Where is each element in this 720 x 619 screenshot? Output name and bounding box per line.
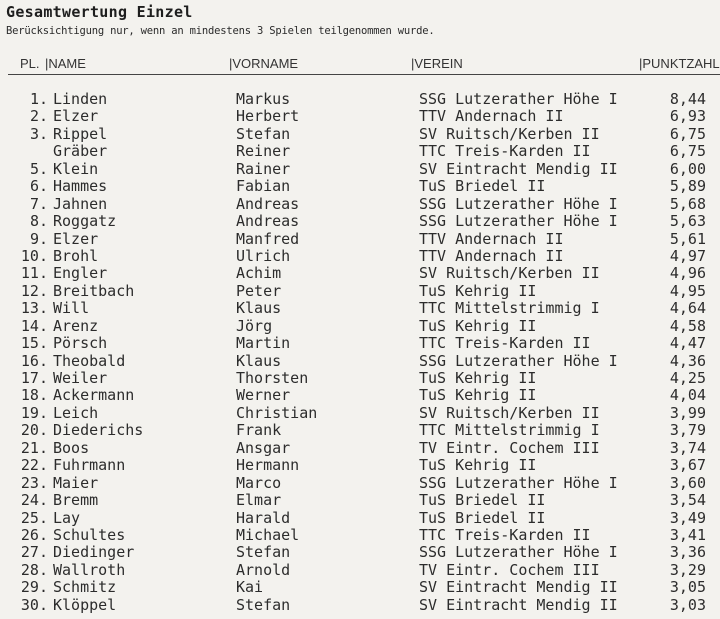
club-cell: SV Ruitsch/Kerben II	[419, 264, 600, 283]
club-cell: SSG Lutzerather Höhe I	[419, 543, 618, 562]
table-row	[0, 161, 720, 178]
table-row	[0, 91, 720, 108]
name-cell: Hammes	[53, 177, 108, 196]
table-row	[0, 527, 720, 544]
firstname-cell: Klaus	[236, 299, 282, 318]
rank-cell: 6.	[29, 177, 48, 196]
table-row	[0, 283, 720, 300]
name-cell: Elzer	[53, 107, 99, 126]
name-cell: Maier	[53, 473, 99, 492]
club-cell: TuS Kehrig II	[419, 386, 537, 405]
firstname-cell: Reiner	[236, 142, 291, 161]
firstname-cell: Arnold	[236, 560, 291, 579]
table-row	[0, 248, 720, 265]
header-underline	[8, 74, 720, 75]
name-cell: Arenz	[53, 316, 99, 335]
club-cell: SV Ruitsch/Kerben II	[419, 124, 600, 143]
name-cell: Wallroth	[53, 560, 126, 579]
firstname-cell: Fabian	[236, 177, 291, 196]
name-cell: Linden	[53, 90, 108, 108]
rank-cell: 8.	[29, 212, 48, 231]
points-cell: 3,36	[669, 543, 706, 562]
firstname-cell: Achim	[236, 264, 282, 283]
firstname-cell: Stefan	[236, 595, 291, 614]
points-cell: 6,75	[669, 124, 706, 143]
firstname-cell: Andreas	[236, 212, 300, 231]
club-cell: TTC Treis-Karden II	[419, 334, 591, 353]
rank-cell: 3.	[29, 124, 48, 143]
table-row	[0, 108, 720, 125]
points-cell: 3,54	[669, 491, 706, 510]
table-row	[0, 475, 720, 492]
name-cell: Fuhrmann	[53, 456, 126, 475]
firstname-cell: Stefan	[236, 543, 291, 562]
rank-cell: 15.	[20, 334, 48, 353]
column-header-rank: PL.	[20, 56, 40, 71]
firstname-cell: Stefan	[236, 124, 291, 143]
column-header-points: |PUNKTZAHL	[639, 56, 720, 71]
club-cell: TTC Mittelstrimmig I	[419, 299, 600, 318]
points-cell: 3,05	[669, 578, 706, 597]
rank-cell: 16.	[20, 351, 48, 370]
rank-cell: 1.	[29, 90, 48, 108]
name-cell: Bremm	[53, 491, 99, 510]
club-cell: TuS Kehrig II	[419, 369, 537, 387]
column-header-firstname: |VORNAME	[229, 56, 299, 71]
firstname-cell: Christian	[236, 403, 318, 422]
firstname-cell: Ansgar	[236, 438, 291, 457]
table-row	[0, 440, 720, 457]
page-subtitle: Berücksichtigung nur, wenn an mindestens 3 Spielen teilgenommen wurde.	[6, 25, 435, 37]
points-cell: 4,96	[669, 264, 706, 283]
points-cell: 3,74	[669, 438, 706, 457]
table-row	[0, 213, 720, 230]
club-cell: TuS Briedel II	[419, 491, 546, 510]
table-row	[0, 335, 720, 352]
firstname-cell: Werner	[236, 386, 291, 405]
table-row	[0, 178, 720, 195]
table-row	[0, 492, 720, 509]
firstname-cell: Martin	[236, 334, 291, 353]
rank-cell: 19.	[20, 403, 48, 422]
name-cell: Lay	[53, 508, 81, 527]
club-cell: SSG Lutzerather Höhe I	[419, 90, 618, 108]
firstname-cell: Jörg	[236, 316, 273, 335]
club-cell: SV Eintracht Mendig II	[419, 578, 618, 597]
firstname-cell: Rainer	[236, 159, 291, 178]
club-cell: SV Ruitsch/Kerben II	[419, 403, 600, 422]
points-cell: 3,60	[669, 473, 706, 492]
name-cell: Klöppel	[53, 595, 117, 614]
points-cell: 4,25	[669, 369, 706, 387]
name-cell: Theobald	[53, 351, 126, 370]
firstname-cell: Michael	[236, 525, 300, 544]
name-cell: Roggatz	[53, 212, 117, 231]
name-cell: Pörsch	[53, 334, 108, 353]
points-cell: 4,64	[669, 299, 706, 318]
firstname-cell: Elmar	[236, 491, 282, 510]
rank-cell: 23.	[20, 473, 48, 492]
firstname-cell: Manfred	[236, 229, 300, 248]
name-cell: Rippel	[53, 124, 108, 143]
table-row	[0, 231, 720, 248]
table-row	[0, 510, 720, 527]
points-cell: 3,79	[669, 421, 706, 440]
rank-cell: 20.	[20, 421, 48, 440]
table-row	[0, 143, 720, 160]
rank-cell: 18.	[20, 386, 48, 405]
name-cell: Gräber	[53, 142, 108, 161]
table-row	[0, 353, 720, 370]
club-cell: SSG Lutzerather Höhe I	[419, 194, 618, 213]
firstname-cell: Markus	[236, 90, 291, 108]
points-cell: 4,58	[669, 316, 706, 335]
name-cell: Diedinger	[53, 543, 135, 562]
rank-cell: 14.	[20, 316, 48, 335]
points-cell: 8,44	[669, 90, 706, 108]
table-row	[0, 265, 720, 282]
firstname-cell: Frank	[236, 421, 282, 440]
firstname-cell: Ulrich	[236, 246, 291, 265]
rank-cell: 25.	[20, 508, 48, 527]
table-row	[0, 544, 720, 561]
points-cell: 3,67	[669, 456, 706, 475]
firstname-cell: Harald	[236, 508, 291, 527]
table-row	[0, 562, 720, 579]
club-cell: SSG Lutzerather Höhe I	[419, 212, 618, 231]
name-cell: Weiler	[53, 369, 108, 387]
table-row	[0, 387, 720, 404]
table-row	[0, 457, 720, 474]
name-cell: Will	[53, 299, 90, 318]
table-row	[0, 597, 720, 614]
name-cell: Ackermann	[53, 386, 135, 405]
column-header-name: |NAME	[45, 56, 86, 71]
rank-cell: 5.	[29, 159, 48, 178]
points-cell: 5,61	[669, 229, 706, 248]
firstname-cell: Marco	[236, 473, 282, 492]
club-cell: TV Eintr. Cochem III	[419, 560, 600, 579]
points-cell: 3,49	[669, 508, 706, 527]
points-cell: 6,93	[669, 107, 706, 126]
rank-cell: 2.	[29, 107, 48, 126]
name-cell: Engler	[53, 264, 108, 283]
rank-cell: 10.	[20, 246, 48, 265]
table-row	[0, 405, 720, 422]
rank-cell: 29.	[20, 578, 48, 597]
club-cell: SSG Lutzerather Höhe I	[419, 351, 618, 370]
table-row	[0, 370, 720, 387]
points-cell: 3,41	[669, 525, 706, 544]
rank-cell: 11.	[20, 264, 48, 283]
club-cell: TV Eintr. Cochem III	[419, 438, 600, 457]
name-cell: Schmitz	[53, 578, 117, 597]
table-row	[0, 126, 720, 143]
name-cell: Boos	[53, 438, 90, 457]
rank-cell: 27.	[20, 543, 48, 562]
name-cell: Elzer	[53, 229, 99, 248]
firstname-cell: Klaus	[236, 351, 282, 370]
firstname-cell: Peter	[236, 281, 282, 300]
points-cell: 5,63	[669, 212, 706, 231]
page-title: Gesamtwertung Einzel	[6, 3, 193, 21]
points-cell: 6,75	[669, 142, 706, 161]
points-cell: 4,36	[669, 351, 706, 370]
club-cell: TuS Kehrig II	[419, 281, 537, 300]
rank-cell: 21.	[20, 438, 48, 457]
table-row	[0, 318, 720, 335]
name-cell: Leich	[53, 403, 99, 422]
points-cell: 4,97	[669, 246, 706, 265]
points-cell: 4,95	[669, 281, 706, 300]
points-cell: 4,04	[669, 386, 706, 405]
rank-cell: 7.	[29, 194, 48, 213]
club-cell: TuS Kehrig II	[419, 316, 537, 335]
table-row	[0, 196, 720, 213]
firstname-cell: Andreas	[236, 194, 300, 213]
name-cell: Schultes	[53, 525, 126, 544]
club-cell: TTV Andernach II	[419, 229, 564, 248]
rank-cell: 12.	[20, 281, 48, 300]
points-cell: 5,89	[669, 177, 706, 196]
table-row	[0, 422, 720, 439]
points-cell: 5,68	[669, 194, 706, 213]
rank-cell: 17.	[20, 369, 48, 387]
column-header-club: |VEREIN	[411, 56, 463, 71]
table-row	[0, 300, 720, 317]
name-cell: Brohl	[53, 246, 99, 265]
club-cell: TTC Treis-Karden II	[419, 525, 591, 544]
rank-cell: 24.	[20, 491, 48, 510]
club-cell: SV Eintracht Mendig II	[419, 159, 618, 178]
club-cell: TTV Andernach II	[419, 246, 564, 265]
name-cell: Diederichs	[53, 421, 144, 440]
name-cell: Jahnen	[53, 194, 108, 213]
name-cell: Klein	[53, 159, 99, 178]
rank-cell: 26.	[20, 525, 48, 544]
rank-cell: 22.	[20, 456, 48, 475]
club-cell: SV Eintracht Mendig II	[419, 595, 618, 614]
rank-cell: 13.	[20, 299, 48, 318]
ranking-table	[0, 91, 720, 614]
name-cell: Breitbach	[53, 281, 135, 300]
club-cell: TTC Mittelstrimmig I	[419, 421, 600, 440]
points-cell: 3,03	[669, 595, 706, 614]
firstname-cell: Kai	[236, 578, 264, 597]
points-cell: 3,99	[669, 403, 706, 422]
firstname-cell: Hermann	[236, 456, 300, 475]
rank-cell: 28.	[20, 560, 48, 579]
table-row	[0, 579, 720, 596]
club-cell: TuS Briedel II	[419, 508, 546, 527]
club-cell: TuS Kehrig II	[419, 456, 537, 475]
firstname-cell: Herbert	[236, 107, 300, 126]
points-cell: 3,29	[669, 560, 706, 579]
firstname-cell: Thorsten	[236, 369, 309, 387]
points-cell: 6,00	[669, 159, 706, 178]
club-cell: SSG Lutzerather Höhe I	[419, 473, 618, 492]
club-cell: TuS Briedel II	[419, 177, 546, 196]
club-cell: TTV Andernach II	[419, 107, 564, 126]
rank-cell: 30.	[20, 595, 48, 614]
club-cell: TTC Treis-Karden II	[419, 142, 591, 161]
points-cell: 4,47	[669, 334, 706, 353]
rank-cell: 9.	[29, 229, 48, 248]
